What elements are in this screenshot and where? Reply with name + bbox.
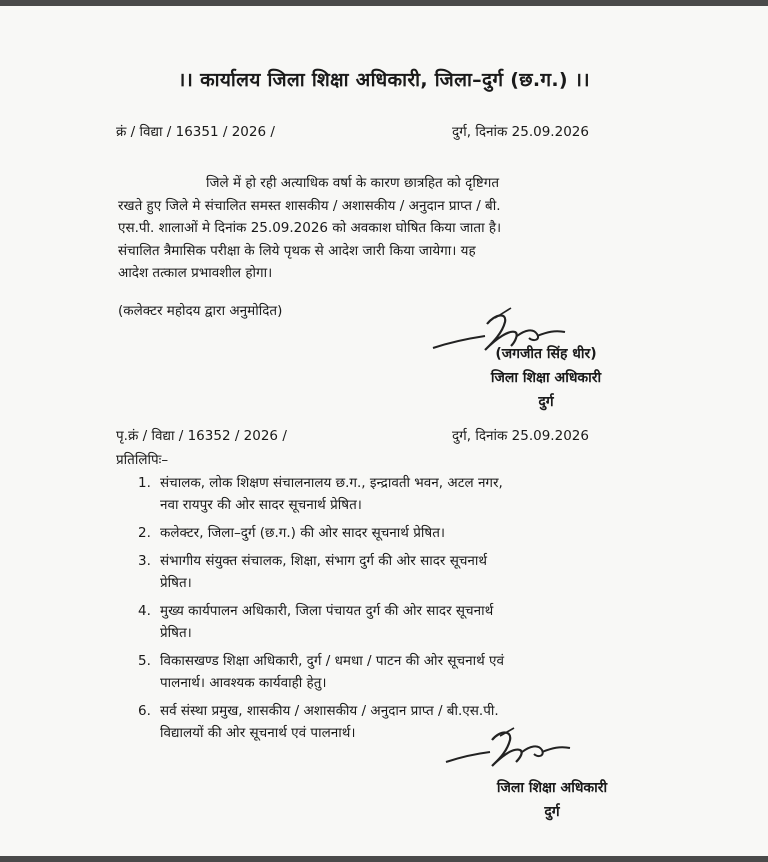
order-body (118, 172, 638, 285)
list-item-number: 1. (138, 475, 151, 491)
order-reference-number: क्रं / विद्या / 16351 / 2026 / (116, 124, 275, 140)
endorsement-reference-number: पृ.क्रं / विद्या / 16352 / 2026 / (116, 428, 287, 444)
order-body-line: संचालित त्रैमासिक परीक्षा के लिये पृथक से आदेश जारी किया जायेगा। यह (118, 242, 476, 259)
list-item (138, 550, 658, 594)
order-body-line: एस.पी. शालाओं मे दिनांक 25.09.2026 को अवकाश घोषित किया जाता है। (118, 220, 502, 236)
list-item-line: पालनार्थ। आवश्यक कार्यवाही हेतु। (160, 675, 327, 691)
signatory-place: दुर्ग (544, 804, 560, 820)
list-item-number: 5. (138, 653, 151, 669)
list-item (138, 600, 658, 644)
order-body-line: रखते हुए जिले मे संचालित समस्त शासकीय / अशासकीय / अनुदान प्राप्त / बी. (118, 197, 501, 214)
order-body-line: जिले में हो रही अत्याधिक वर्षा के कारण छात्रहित को दृष्टिगत (206, 175, 500, 191)
endorsement-place-date: दुर्ग, दिनांक 25.09.2026 (452, 428, 589, 444)
list-item-line: संभागीय संयुक्त संचालक, शिक्षा, संभाग दुर्ग की ओर सादर सूचनार्थ (160, 553, 488, 569)
signatory-place: दुर्ग (538, 394, 554, 410)
list-item-line: प्रेषित। (160, 575, 192, 591)
list-item-line: सर्व संस्था प्रमुख, शासकीय / अशासकीय / अनुदान प्राप्त / बी.एस.पी. (160, 703, 499, 719)
order-place-date: दुर्ग, दिनांक 25.09.2026 (452, 124, 589, 140)
list-item-number: 2. (138, 525, 151, 541)
signatory-block-bottom (462, 776, 642, 824)
document-page (0, 6, 768, 856)
list-item-number: 6. (138, 703, 151, 719)
order-body-line: आदेश तत्काल प्रभावशील होगा। (118, 265, 273, 281)
approval-note: (कलेक्टर महोदय द्वारा अनुमोदित) (118, 303, 283, 319)
list-item (138, 650, 658, 694)
list-item-number: 4. (138, 603, 151, 619)
list-item (138, 472, 658, 516)
list-item-line: प्रेषित। (160, 625, 192, 641)
signatory-designation: जिला शिक्षा अधिकारी (490, 370, 602, 386)
list-item-line: मुख्य कार्यपालन अधिकारी, जिला पंचायत दुर्ग की ओर सादर सूचनार्थ (160, 603, 494, 619)
handwritten-signature (440, 726, 590, 776)
list-item-line: विकासखण्ड शिक्षा अधिकारी, दुर्ग / धमधा / पाटन की ओर सूचनार्थ एवं (160, 653, 504, 669)
copy-to-label: प्रतिलिपिः– (116, 452, 169, 468)
signatory-name: (जगजीत सिंह धीर) (495, 346, 597, 362)
list-item (138, 522, 658, 544)
signatory-block (456, 342, 636, 414)
list-item-line: संचालक, लोक शिक्षण संचालनालय छ.ग., इन्द्रावती भवन, अटल नगर, (160, 475, 503, 491)
list-item-line: कलेक्टर, जिला–दुर्ग (छ.ग.) की ओर सादर सूचनार्थ प्रेषित। (160, 525, 446, 541)
recipient-list (138, 472, 658, 744)
office-heading: ।। कार्यालय जिला शिक्षा अधिकारी, जिला–दुर्ग (छ.ग.) ।। (178, 69, 590, 91)
list-item-line: विद्यालयों की ओर सूचनार्थ एवं पालनार्थ। (160, 725, 356, 741)
list-item-number: 3. (138, 553, 151, 569)
list-item-line: नवा रायपुर की ओर सादर सूचनार्थ प्रेषित। (160, 497, 362, 513)
signatory-designation: जिला शिक्षा अधिकारी (496, 780, 608, 796)
